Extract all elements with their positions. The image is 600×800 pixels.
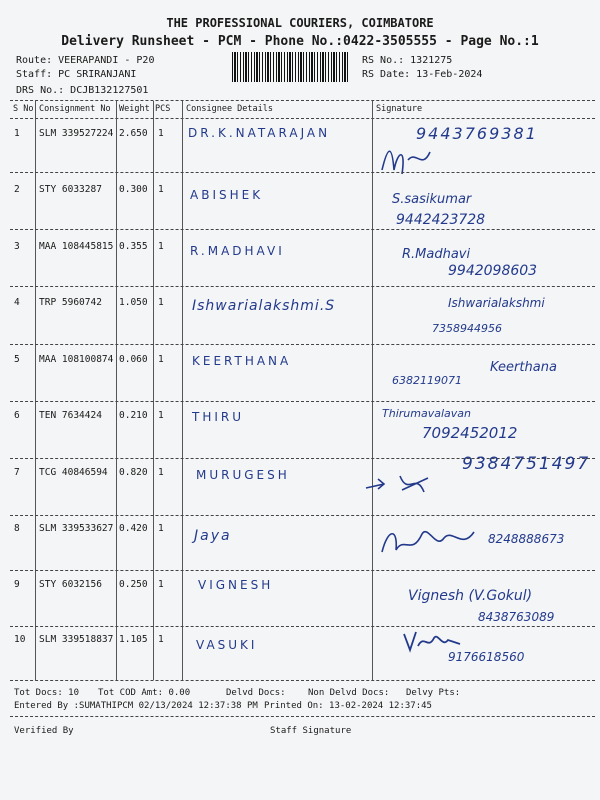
signature-scribble	[378, 520, 488, 560]
signature-text: 9443769381	[416, 124, 538, 143]
row-weight: 0.210	[119, 410, 148, 421]
signature-phone: 8248888673	[488, 532, 565, 546]
row-pcs: 1	[158, 297, 164, 308]
row-consignment: SLM 339518837	[39, 634, 114, 645]
row-divider	[10, 570, 595, 571]
row-consignment: SLM 339527224	[39, 128, 114, 139]
signature-text: Keerthana	[490, 360, 557, 375]
row-pcs: 1	[158, 241, 164, 252]
total-docs: Tot Docs: 10	[14, 688, 80, 698]
consignee-name: VASUKI	[196, 638, 258, 652]
consignee-name: Ishwarialakshmi.S	[192, 298, 336, 314]
row-divider	[10, 229, 595, 230]
row-consignment: STY 6032156	[39, 579, 102, 590]
consignee-name: ABISHEK	[190, 188, 264, 202]
signature-text: R.Madhavi	[402, 247, 471, 262]
signature-phone: 7358944956	[432, 322, 502, 335]
delivered-docs: Delvd Docs:	[226, 688, 286, 698]
row-weight: 0.250	[119, 579, 148, 590]
row-weight: 0.300	[119, 184, 148, 195]
row-sno: 2	[14, 184, 20, 195]
row-weight: 2.650	[119, 128, 148, 139]
signature-text: Vignesh (V.Gokul)	[408, 588, 533, 604]
signature-text: 9384751497	[462, 454, 591, 474]
row-sno: 9	[14, 579, 20, 590]
colhead-divider	[10, 118, 595, 119]
rs-number: RS No.: 1321275	[362, 55, 453, 66]
route-text: Route: VEERAPANDI - P20	[16, 55, 155, 66]
row-pcs: 1	[158, 523, 164, 534]
rs-date: RS Date: 13-Feb-2024	[362, 69, 483, 80]
row-consignment: TEN 7634424	[39, 410, 102, 421]
signature-scribble	[378, 140, 438, 180]
signature-phone: 9176618560	[448, 650, 525, 664]
table-bottom-divider	[10, 680, 595, 681]
delivery-points: Delvy Pts:	[406, 688, 461, 698]
consignee-name: KEERTHANA	[192, 354, 292, 368]
row-sno: 7	[14, 467, 20, 478]
company-title: THE PROFESSIONAL COURIERS, COIMBATORE	[166, 16, 434, 30]
signature-phone: 6382119071	[392, 374, 462, 387]
col-header-sno: S No	[13, 104, 34, 114]
row-pcs: 1	[158, 410, 164, 421]
row-sno: 1	[14, 128, 20, 139]
row-pcs: 1	[158, 128, 164, 139]
col-divider	[372, 101, 373, 680]
col-divider	[35, 101, 36, 680]
runsheet-title: Delivery Runsheet - PCM - Phone No.:0422-3505555 - Page No.:1	[61, 34, 539, 49]
col-header-consignee: Consignee Details	[186, 104, 273, 114]
row-consignment: MAA 108445815	[39, 241, 114, 252]
row-divider	[10, 344, 595, 345]
row-divider	[10, 172, 595, 173]
row-weight: 0.060	[119, 354, 148, 365]
header-divider	[10, 100, 595, 101]
row-consignment: SLM 339533627	[39, 523, 114, 534]
consignee-name: Jaya	[194, 528, 232, 544]
row-weight: 0.420	[119, 523, 148, 534]
row-consignment: STY 6033287	[39, 184, 102, 195]
row-sno: 3	[14, 241, 20, 252]
row-consignment: TCG 40846594	[39, 467, 108, 478]
row-consignment: TRP 5960742	[39, 297, 102, 308]
row-sno: 6	[14, 410, 20, 421]
staff-text: Staff: PC SRIRANJANI	[16, 69, 137, 80]
signature-text: Thirumavalavan	[382, 407, 471, 420]
col-header-weight: Weight	[119, 104, 150, 114]
signature-text: S.sasikumar	[392, 192, 472, 207]
row-divider	[10, 515, 595, 516]
row-sno: 10	[14, 634, 26, 645]
row-divider	[10, 626, 595, 627]
footer-divider	[10, 716, 595, 717]
col-divider	[153, 101, 154, 680]
printed-on: Printed On: 13-02-2024 12:37:45	[264, 701, 432, 711]
total-cod: Tot COD Amt: 0.00	[98, 688, 191, 698]
consignee-name: THIRU	[192, 410, 245, 424]
barcode	[232, 52, 350, 82]
signature-phone: 9942098603	[448, 263, 538, 279]
consignee-name: R.MADHAVI	[190, 244, 285, 258]
row-pcs: 1	[158, 634, 164, 645]
row-divider	[10, 286, 595, 287]
signature-phone: 8438763089	[478, 610, 555, 624]
signature-phone: 9442423728	[396, 212, 486, 228]
drs-number: DRS No.: DCJB132127501	[16, 85, 149, 96]
col-divider	[182, 101, 183, 680]
consignee-name: DR.K.NATARAJAN	[188, 126, 331, 140]
staff-signature: Staff Signature	[270, 726, 352, 736]
col-header-signature: Signature	[376, 104, 423, 114]
col-header-consignment: Consignment No	[39, 104, 111, 114]
row-consignment: MAA 108100874	[39, 354, 114, 365]
row-sno: 8	[14, 523, 20, 534]
consignee-name: VIGNESH	[198, 578, 274, 592]
row-weight: 1.050	[119, 297, 148, 308]
row-weight: 0.820	[119, 467, 148, 478]
row-sno: 4	[14, 297, 20, 308]
row-weight: 0.355	[119, 241, 148, 252]
row-sno: 5	[14, 354, 20, 365]
col-header-pcs: PCS	[155, 104, 171, 114]
row-divider	[10, 401, 595, 402]
entered-by: Entered By :SUMATHIPCM 02/13/2024 12:37:38 PM	[14, 701, 258, 711]
row-pcs: 1	[158, 467, 164, 478]
verified-by: Verified By	[14, 726, 74, 736]
row-pcs: 1	[158, 354, 164, 365]
row-pcs: 1	[158, 579, 164, 590]
arrow-scribble	[364, 470, 444, 500]
signature-text: Ishwarialakshmi	[448, 296, 545, 310]
signature-phone: 7092452012	[422, 424, 518, 442]
row-weight: 1.105	[119, 634, 148, 645]
consignee-name: MURUGESH	[196, 468, 290, 482]
row-pcs: 1	[158, 184, 164, 195]
non-delivered-docs: Non Delvd Docs:	[308, 688, 390, 698]
col-divider	[116, 101, 117, 680]
